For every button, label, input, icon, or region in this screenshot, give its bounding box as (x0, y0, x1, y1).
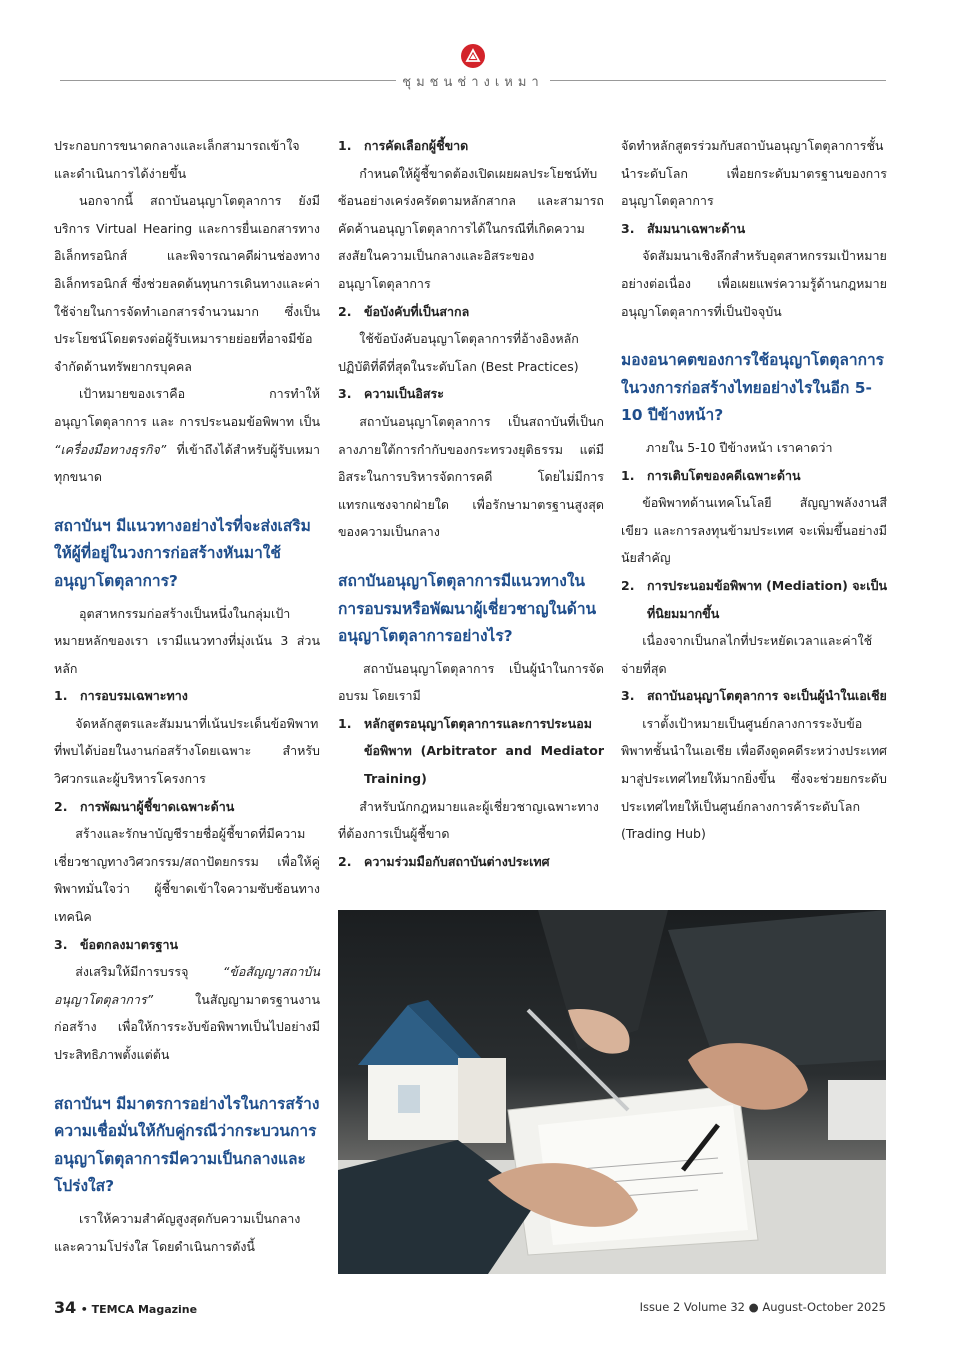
section-heading: สถาบันอนุญาโตตุลาการมีแนวทางในการอบรมหรือพัฒนาผู้เชี่ยวชาญในด้านอนุญาโตตุลาการอย่างไร? (338, 571, 597, 646)
list-item-body: จัดหลักสูตรและสัมมนาที่เน้นประเด็นข้อพิพาทที่พบได้บ่อยในงานก่อสร้างโดยเฉพาะ สำหรับวิศวกรและผู้บริหารโครงการ (54, 715, 320, 787)
footer-issue: Issue 2 Volume 32 ● August-October 2025 (639, 1300, 886, 1314)
list-item-title: 1. การคัดเลือกผู้ชี้ขาด (338, 138, 469, 153)
paragraph: ภายใน 5-10 ปีข้างหน้า เราคาดว่า (646, 439, 833, 455)
footer-page-number: 34 • TEMCA Magazine (54, 1298, 198, 1317)
list-item-title: 3. สัมมนาเฉพาะด้าน (621, 220, 746, 236)
list-item-title: 2. ข้อบังคับที่เป็นสากล (338, 303, 470, 319)
list-item-body: กำหนดให้ผู้ชี้ขาดต้องเปิดเผยผลประโยชน์ทับซ้อนอย่างเคร่งครัดตามหลักสากล และสามารถคัดค้านอนุญาโตตุลาการได้ในกรณีที่เกิดความสงสัยในความเป็นกลางและอิสระของอนุญาโตตุลาการ (338, 165, 604, 291)
list-item-title: 3. สถาบันอนุญาโตตุลาการ จะเป็นผู้นำในเอเชีย (621, 688, 887, 704)
paragraph: นอกจากนี้ สถาบันอนุญาโตตุลาการ ยังมีบริการ Virtual Hearing และการยื่นเอกสารทางอิเล็กทรอนิกส์ และพิจารณาคดีผ่านช่องทางอิเล็กทรอนิกส์ ซึ่งช่วยลดต้นทุนการเดินทางและค่าใช้จ่ายในการจัดทำเอกสารจำนวนมาก ซึ่งเป็นประโยชน์โดยตรงต่อผู้รับเหมารายย่อยที่อาจมีข้อจำกัดด้านทรัพยากรบุคคล (54, 193, 320, 374)
paragraph: จัดทำหลักสูตรร่วมกับสถาบันอนุญาโตตุลาการชั้นนำระดับโลก เพื่อยกระดับมาตรฐานของการอนุญาโตตุลาการ (621, 138, 887, 209)
section-heading: สถาบันฯ มีมาตรการอย่างไรในการสร้างความเชื่อมั่นให้กับคู่กรณีว่ากระบวนการอนุญาโตตุลาการมีความเป็นกลางและโปร่งใส? (54, 1094, 320, 1196)
magazine-logo-icon (461, 44, 485, 68)
list-item-body: เนื่องจากเป็นกลไกที่ประหยัดเวลาและค่าใช้จ่ายที่สุด (621, 633, 873, 676)
paragraph: เป้าหมายของเราคือ การทำให้อนุญาโตตุลาการ และ การประนอมข้อพิพาท เป็น “เครื่องมือทางธุรกิจ” ที่เข้าถึงได้สำหรับผู้รับเหมาทุกขนาด (54, 386, 320, 485)
column-1 (54, 132, 320, 1260)
list-item-title: 2. การพัฒนาผู้ชี้ขาดเฉพาะด้าน (54, 798, 235, 814)
contract-signing-photo (338, 910, 886, 1274)
paragraph: เราให้ความสำคัญสูงสุดกับความเป็นกลางและความโปร่งใส โดยดำเนินการดังนี้ (54, 1210, 301, 1254)
list-item-title: 3. ความเป็นอิสระ (338, 386, 444, 402)
list-item-title: 1. การอบรมเฉพาะทาง (54, 688, 188, 704)
column-3 (621, 132, 887, 848)
list-item-body: เราตั้งเป้าหมายเป็นศูนย์กลางการระงับข้อพิพาทชั้นนำในเอเชีย เพื่อดึงดูดคดีระหว่างประเทศมาสู่ประเทศไทยให้มากยิ่งขึ้น ซึ่งจะช่วยยกระดับประเทศไทยให้เป็นศูนย์กลางการค้าระดับโลก (Trading Hub) (621, 715, 887, 842)
list-item-title: 2. ความร่วมมือกับสถาบันต่างประเทศ (338, 853, 550, 869)
paragraph: สถาบันอนุญาโตตุลาการ เป็นผู้นำในการจัดอบรม โดยเรามี (338, 660, 604, 704)
photo-illustration (338, 910, 886, 1274)
list-item-title: 1. หลักสูตรอนุญาโตตุลาการและการประนอมข้อพิพาท (Arbitrator and Mediator Training) (338, 715, 604, 787)
list-item-title: 3. ข้อตกลงมาตรฐาน (54, 936, 179, 952)
list-item-body: ส่งเสริมให้มีการบรรจุ “ข้อสัญญาสถาบันอนุญาโตตุลาการ” ในสัญญามาตรฐานงานก่อสร้าง เพื่อให้การระงับข้อพิพาทเป็นไปอย่างมีประสิทธิภาพตั้งแต่ต้น (54, 964, 320, 1062)
list-item-body: สำหรับนักกฎหมายและผู้เชี่ยวชาญเฉพาะทางที่ต้องการเป็นผู้ชี้ขาด (338, 798, 599, 842)
list-item-title: 2. การประนอมข้อพิพาท (Mediation) จะเป็นที่นิยมมากขึ้น (621, 577, 887, 621)
list-item-body: ใช้ข้อบังคับอนุญาโตตุลาการที่อ้างอิงหลักปฏิบัติที่ดีที่สุดในระดับโลก (Best Practices) (338, 331, 579, 374)
list-item-body: ข้อพิพาทด้านเทคโนโลยี สัญญาพลังงานสีเขียว และการลงทุนข้ามประเทศ จะเพิ่มขึ้นอย่างมีนัยสำคัญ (621, 495, 887, 566)
list-item-body: สร้างและรักษาบัญชีรายชื่อผู้ชี้ขาดที่มีความเชี่ยวชาญทางวิศวกรรม/สถาปัตยกรรม เพื่อให้คู่พิพาทมั่นใจว่า ผู้ชี้ขาดเข้าใจความซับซ้อนทางเทคนิค (54, 826, 320, 925)
list-item-body: จัดสัมมนาเชิงลึกสำหรับอุตสาหกรรมเป้าหมายอย่างต่อเนื่อง เพื่อเผยแพร่ความรู้ด้านกฎหมายอนุญาโตตุลาการที่เป็นปัจจุบัน (621, 248, 887, 319)
header-rule-left (60, 80, 396, 81)
section-heading: สถาบันฯ มีแนวทางอย่างไรที่จะส่งเสริมให้ผู้ที่อยู่ในวงการก่อสร้างหันมาใช้อนุญาโตตุลาการ? (54, 516, 311, 590)
paragraph: ประกอบการขนาดกลางและเล็กสามารถเข้าใจและดำเนินการได้ง่ายขึ้น (54, 138, 300, 181)
section-title: ชุมชนช่างเหมา (398, 71, 548, 92)
list-item-body: สถาบันอนุญาโตตุลาการ เป็นสถาบันที่เป็นกลางภายใต้การกำกับของกระทรวงยุติธรรม แต่มีอิสระในการบริหารจัดการคดี โดยไม่มีการแทรกแซงจากฝ่ายใด เพื่อรักษามาตรฐานสูงสุดของความเป็นกลาง (338, 413, 604, 540)
paragraph: อุตสาหกรรมก่อสร้างเป็นหนึ่งในกลุ่มเป้าหมายหลักของเรา เรามีแนวทางที่มุ่งเน้น 3 ส่วนหลัก (54, 605, 320, 676)
header-rule-right (550, 80, 886, 81)
section-heading: มองอนาคตของการใช้อนุญาโตตุลาการในวงการก่อสร้างไทยอย่างไรในอีก 5-10 ปีข้างหน้า? (621, 351, 885, 425)
column-2 (338, 132, 604, 875)
list-item-title: 1. การเติบโตของคดีเฉพาะด้าน (621, 467, 801, 483)
